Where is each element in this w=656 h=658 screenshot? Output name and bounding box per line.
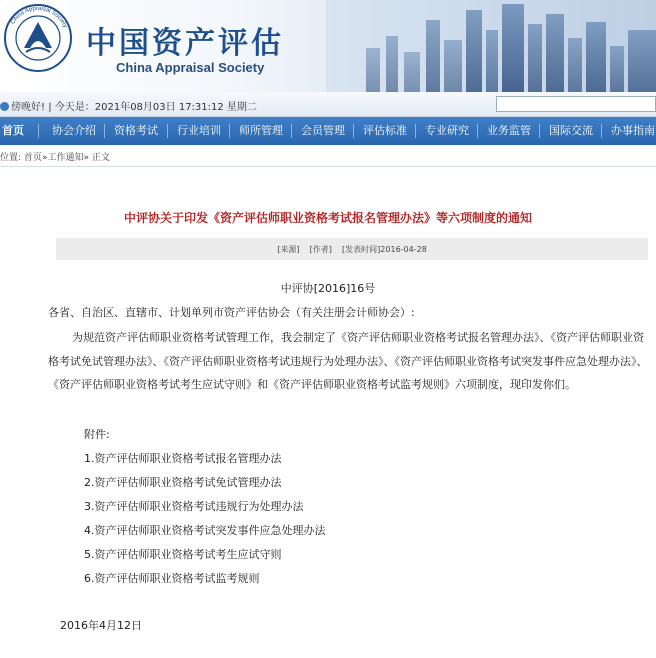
nav-divider [291, 124, 292, 138]
divider [0, 166, 656, 167]
current-datetime: 2021年08月03日 17:31:12 星期二 [94, 102, 257, 113]
document-number: 中评协[2016]16号 [280, 282, 376, 295]
breadcrumb-prefix: 位置: [0, 153, 22, 163]
attachment-item: 1.资产评估师职业资格考试报名管理办法 [84, 452, 282, 465]
breadcrumb-section-link[interactable]: 工作通知 [47, 153, 84, 163]
signature-date: 2016年4月12日 [60, 619, 142, 632]
nav-item-home[interactable]: 首页 [2, 124, 24, 137]
nav-divider [167, 124, 168, 138]
attachment-item: 6.资产评估师职业资格考试监考规则 [84, 572, 260, 585]
nav-divider [38, 124, 39, 138]
nav-item-standards[interactable]: 评估标准 [363, 124, 407, 137]
site-subtitle: China Appraisal Society [116, 60, 265, 75]
attachments-label: 附件: [84, 428, 110, 441]
breadcrumb-current: 正文 [91, 153, 110, 163]
attachment-item: 5.资产评估师职业资格考试考生应试守则 [84, 548, 282, 561]
nav-item-exam[interactable]: 资格考试 [114, 124, 158, 137]
site-banner [0, 0, 656, 92]
search-input[interactable] [496, 96, 656, 112]
nav-item-guide[interactable]: 办事指南 [611, 124, 655, 137]
logo-ring-text: China Appraisal Society [10, 5, 68, 29]
nav-item-member-management[interactable]: 会员管理 [301, 124, 345, 137]
meta-source-label: [来源] [277, 245, 300, 254]
breadcrumb [0, 150, 110, 163]
nav-item-research[interactable]: 专业研究 [425, 124, 469, 137]
meta-time-value: 2016-04-28 [380, 245, 427, 254]
breadcrumb-separator: » [41, 153, 48, 163]
article-meta [56, 244, 648, 255]
nav-divider [104, 124, 105, 138]
nav-divider [415, 124, 416, 138]
nav-item-training[interactable]: 行业培训 [177, 124, 221, 137]
nav-item-about[interactable]: 协会介绍 [52, 124, 96, 137]
article-title: 中评协关于印发《资产评估师职业资格考试报名管理办法》等六项制度的通知 [123, 211, 532, 225]
main-nav [0, 117, 656, 145]
nav-divider [229, 124, 230, 138]
nav-divider [353, 124, 354, 138]
nav-item-firm-management[interactable]: 师所管理 [239, 124, 283, 137]
article-meta-bar [56, 238, 648, 260]
meta-author-label: [作者] [309, 245, 332, 254]
greeting-text: 傍晚好! [11, 102, 46, 113]
nav-divider [539, 124, 540, 138]
greeting-line: 傍晚好! | 今天是：2021年08月03日 17:31:12 星期二 [0, 98, 257, 113]
article-body: 为规范资产评估师职业资格考试管理工作，我会制定了《资产评估师职业资格考试报名管理办法》、《资产评估师职业资格考试免试管理办法》、《资产评估师职业资格考试违规行为处理办法》、《资产评估师职业资格考试突发事件应急处理办法》、《资产评估师职业资格考试考生应试守则》和《资产评估师职业资格考试监考规则》六项制度，现印发你们。 [48, 331, 648, 391]
society-logo[interactable] [2, 2, 74, 74]
status-bar [0, 92, 656, 117]
breadcrumb-separator: » [83, 153, 89, 163]
nav-divider [477, 124, 478, 138]
attachment-item: 2.资产评估师职业资格考试免试管理办法 [84, 476, 282, 489]
addressee: 各省、自治区、直辖市、计划单列市资产评估协会（有关注册会计师协会）: [48, 306, 415, 319]
nav-item-supervision[interactable]: 业务监管 [487, 124, 531, 137]
site-title: 中国资产评估 [86, 26, 284, 61]
globe-icon [0, 102, 9, 111]
attachment-item: 4.资产评估师职业资格考试突发事件应急处理办法 [84, 524, 326, 537]
meta-time-label: [发表时间] [342, 245, 381, 254]
city-skyline-image [326, 0, 656, 92]
date-label: 今天是： [54, 102, 95, 113]
nav-divider [601, 124, 602, 138]
nav-item-international[interactable]: 国际交流 [549, 124, 593, 137]
attachment-item: 3.资产评估师职业资格考试违规行为处理办法 [84, 500, 304, 513]
breadcrumb-home-link[interactable]: 首页 [23, 153, 42, 163]
